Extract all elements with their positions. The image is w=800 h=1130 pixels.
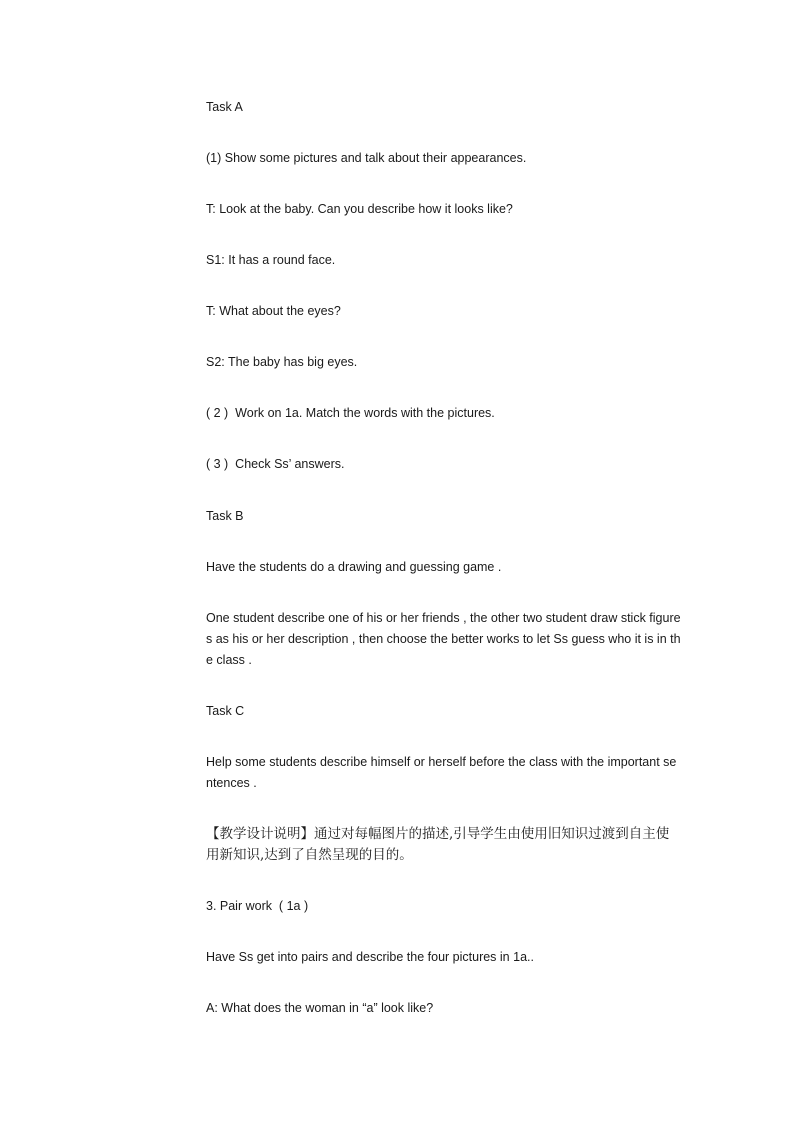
dialogue-line: T: What about the eyes?	[206, 304, 341, 318]
design-note-chinese: 【教学设计说明】通过对每幅图片的描述,引导学生由使用旧知识过渡到自主使用新知识,达到了自然呈现的目的。	[206, 826, 670, 863]
step-3-text: ( 3 ) Check Ss’ answers.	[206, 457, 345, 471]
task-b-instruction: Have the students do a drawing and guessing game .	[206, 560, 502, 574]
step-1-text: (1) Show some pictures and talk about their appearances.	[206, 151, 527, 165]
task-c-instruction: Help some students describe himself or herself before the class with the important sentences .	[206, 755, 677, 790]
dialogue-line: A: What does the woman in “a” look like?	[206, 1001, 434, 1015]
pair-work-instruction: Have Ss get into pairs and describe the four pictures in 1a..	[206, 950, 534, 964]
dialogue-line: T: Look at the baby. Can you describe how it looks like?	[206, 202, 513, 216]
task-b-description: One student describe one of his or her friends , the other two student draw stick figures as his or her description , then choose the better works to let Ss guess who it is in the class .	[206, 611, 681, 667]
pair-work-heading: 3. Pair work ( 1a )	[206, 899, 309, 913]
dialogue-line: S1: It has a round face.	[206, 253, 336, 267]
step-2-text: ( 2 ) Work on 1a. Match the words with the pictures.	[206, 406, 495, 420]
task-c-heading: Task C	[206, 704, 245, 718]
dialogue-line: S2: The baby has big eyes.	[206, 355, 358, 369]
task-b-heading: Task B	[206, 509, 244, 523]
task-a-heading: Task A	[206, 100, 243, 114]
